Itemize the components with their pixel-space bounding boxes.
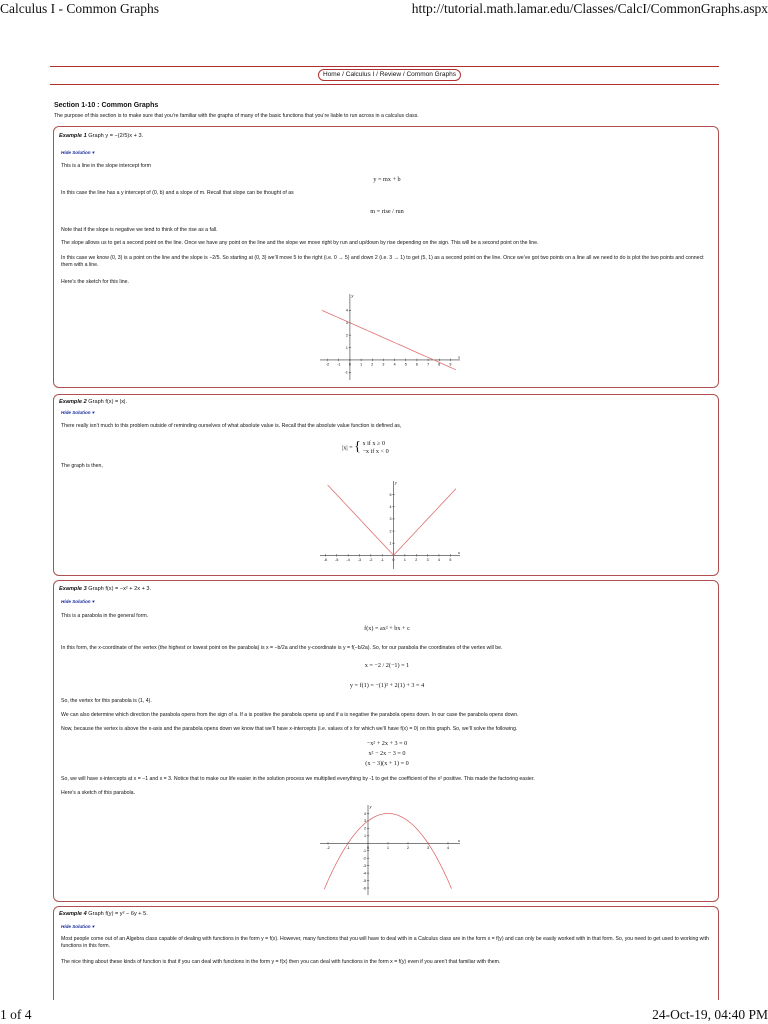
x-tick-label: -4 (346, 557, 350, 562)
x-tick-label: 3 (426, 557, 429, 562)
y-tick-label: 3 (389, 517, 392, 522)
example-4-text: Most people come out of an Algebra class capable of dealing with functions in the form y = f(x). However, many functions that you will have to deal with in a Calculus class are in the form x = f(y) and can only be easily worked with in that form. So, you need to get used to working with functions in this form. (61, 936, 709, 949)
x-tick-label: 4 (447, 845, 449, 850)
example-1-text: In this case the line has a y intercept of (0, b) and a slope of m. Recall that slope can be thought of as (61, 190, 294, 196)
x-tick-label: -1 (337, 362, 341, 367)
example-3-text: This is a parabola in the general form. (61, 613, 149, 619)
x-tick-label: 6 (415, 362, 418, 367)
x-tick-label: 8 (438, 362, 441, 367)
print-page-title: Calculus I - Common Graphs (0, 1, 159, 16)
abs-case-1: x if x ≥ 0 (362, 440, 386, 447)
example-2-text: The graph is then, (61, 463, 103, 469)
abs-case-2: −x if x < 0 (362, 448, 389, 455)
x-tick-label: 3 (427, 845, 429, 850)
x-tick-label: 1 (403, 557, 406, 562)
example-3-label: Example 3 (59, 586, 87, 592)
example-2-prompt: Graph f(x) = |x|. (88, 399, 128, 405)
abs-definition (342, 440, 389, 456)
y-tick-label: -3 (362, 863, 366, 868)
y-tick-label: 1 (389, 541, 392, 546)
print-page-url: http://tutorial.math.lamar.edu/Classes/CalcI/CommonGraphs.aspx (411, 1, 768, 16)
example-3-equation: (x − 3)(x + 1) = 0 (365, 760, 409, 767)
example-1-text: Note that if the slope is negative we tend to think of the rise as a fall. (61, 227, 218, 233)
y-tick-label: 1 (364, 834, 366, 839)
x-tick-label: 2 (415, 557, 418, 562)
x-axis-label: x (458, 549, 460, 555)
breadcrumb-separator: / (401, 71, 407, 78)
y-tick-label: -1 (362, 849, 366, 854)
example-2-heading (59, 399, 127, 406)
y-axis-label: y (369, 804, 372, 809)
print-header (0, 0, 768, 22)
example-4-text: The nice thing about these kinds of function is that if you can deal with functions in the form y = f(x) then you can deal with functions in the form x = f(y) even if you aren’t that familiar with them. (61, 959, 501, 965)
example-1-prompt: Graph y = −(2/5)x + 3. (88, 133, 144, 139)
example-2-box (53, 394, 719, 576)
brace-icon: { (354, 439, 361, 455)
x-tick-label: 4 (393, 362, 396, 367)
breadcrumb-separator: / (340, 71, 346, 78)
y-tick-label: 5 (389, 492, 392, 497)
example-1-equation: y = mx + b (373, 176, 401, 183)
example-4-box (53, 906, 719, 1000)
example-4-prompt: Graph f(y) = y² − 6y + 5. (88, 911, 148, 917)
y-tick-label: 4 (389, 505, 392, 510)
example-1-text: Here’s the sketch for this line. (61, 279, 129, 285)
x-tick-label: -2 (369, 557, 373, 562)
hide-solution-link[interactable]: Hide Solution ▾ (61, 150, 95, 155)
x-tick-label: -6 (323, 557, 328, 562)
breadcrumb-current: Common Graphs (406, 71, 456, 78)
x-tick-label: 1 (387, 845, 389, 850)
example-1-text: The slope allows us to get a second point on the line. Once we have any point on the line and the slope we move right by run and up/down by rise depending on the sign. This will be a second point on the line. (61, 240, 539, 246)
x-tick-label: 5 (449, 557, 452, 562)
example-1-box (53, 126, 719, 388)
abs-definition-lhs: |x| = (342, 444, 353, 452)
x-tick-label: -2 (326, 845, 330, 850)
example-3-text: So, we will have x-intercepts at x = −1 and x = 3. Notice that to make our life easier in the solution process we multiplied everything by -1 to get the coefficient of the x² positive. This made the factoring easier. (61, 776, 535, 782)
example-3-box (53, 580, 719, 902)
y-tick-label: 1 (345, 345, 348, 350)
x-tick-label: -3 (357, 557, 362, 562)
x-tick-label: -1 (380, 557, 384, 562)
y-tick-label: -4 (362, 871, 366, 876)
x-tick-label: 1 (360, 362, 363, 367)
x-axis-label: x (458, 837, 460, 843)
example-4-heading (59, 911, 148, 918)
x-tick-label: 2 (371, 362, 374, 367)
hide-solution-link[interactable]: Hide Solution ▾ (61, 599, 95, 604)
hide-solution-link[interactable]: Hide Solution ▾ (61, 410, 95, 415)
x-tick-label: 7 (427, 362, 430, 367)
y-tick-label: 4 (345, 308, 348, 313)
breadcrumb-review[interactable]: Review (379, 71, 402, 78)
example-2-text: There really isn’t much to this problem outside of reminding ourselves of what absolute value is. Recall that the absolute value function is defined as, (61, 423, 402, 429)
example-4-label: Example 4 (59, 911, 87, 917)
x-tick-label: 0 (367, 845, 369, 850)
page-count: 1 of 4 (0, 1007, 32, 1022)
example-3-equation: y = f(1) = −(1)² + 2(1) + 3 = 4 (349, 682, 425, 689)
x-tick-label: 0 (392, 557, 395, 562)
example-1-heading (59, 133, 143, 140)
y-tick-label: -1 (344, 370, 348, 375)
breadcrumb-calculus[interactable]: Calculus I (345, 71, 375, 78)
x-tick-label: 0 (348, 362, 351, 367)
x-axis-label: x (458, 354, 460, 360)
example-3-equation: x = −2 / 2(−1) = 1 (364, 662, 410, 669)
example-2-graph (316, 479, 462, 571)
y-tick-label: -2 (362, 856, 366, 861)
example-3-graph (316, 803, 462, 897)
breadcrumb-separator: / (374, 71, 380, 78)
y-tick-label: 4 (364, 811, 366, 816)
example-3-heading (59, 586, 151, 593)
y-axis-label: y (351, 293, 354, 298)
example-1-text: In this case we know (0, 3) is a point on the line and the slope is −2/5. So starting at (0, 3) we’ll move 5 to the right (i.e. 0 → 5) and down 2 (i.e. 3 → 1) to get (5, 1) as a second point on the line. Once we’ve got two points on a line all we need to do is plot the two points and connect them with a line. (61, 255, 704, 268)
example-3-equation: −x² + 2x + 3 = 0 (366, 740, 408, 747)
example-3-text: So, the vertex for this parabola is (1, 4). (61, 698, 152, 704)
function-curve (322, 310, 456, 369)
function-curve (328, 485, 456, 555)
example-1-text: This is a line in the slope intercept form (61, 163, 151, 169)
example-1-graph (316, 292, 462, 382)
y-tick-label: -5 (362, 878, 366, 883)
section-title: Section 1-10 : Common Graphs (54, 102, 159, 109)
example-3-text: In this form, the x-coordinate of the vertex (the highest or lowest point on the parabola) is x = −b/2a and the y-coordinate is y = f(−b/2a). So, for our parabola the coordinates of the vertex will be. (61, 645, 503, 651)
x-tick-label: 9 (449, 362, 452, 367)
y-axis-label: y (395, 480, 398, 485)
example-1-label: Example 1 (59, 133, 87, 139)
x-tick-label: 5 (404, 362, 407, 367)
example-1-equation: m = rise / run (370, 208, 404, 215)
example-3-equation: x² − 2x − 3 = 0 (368, 750, 406, 757)
y-tick-label: 2 (345, 333, 348, 338)
y-tick-label: 2 (364, 826, 366, 831)
breadcrumb (318, 69, 461, 81)
x-tick-label: 3 (382, 362, 385, 367)
x-tick-label: 4 (437, 557, 440, 562)
example-3-prompt: Graph f(x) = −x² + 2x + 3. (88, 586, 152, 592)
section-intro: The purpose of this section is to make sure that you’re familiar with the graphs of many of the basic functions that you’re liable to run across in a calculus class. (54, 113, 419, 119)
print-timestamp: 24-Oct-19, 04:40 PM (652, 1007, 768, 1022)
function-curve (324, 813, 451, 889)
x-tick-label: -2 (325, 362, 330, 367)
x-tick-label: 2 (407, 845, 409, 850)
abs-cases (362, 440, 388, 456)
y-tick-label: -6 (362, 886, 366, 891)
y-tick-label: 3 (364, 819, 366, 824)
breadcrumb-home[interactable]: Home (323, 71, 341, 78)
hide-solution-link[interactable]: Hide Solution ▾ (61, 924, 95, 929)
y-tick-label: 2 (389, 529, 392, 534)
example-3-text: Here’s a sketch of this parabola. (61, 790, 136, 796)
example-3-text: We can also determine which direction the parabola opens from the sign of a. If a is positive the parabola opens up and if a is negative the parabola opens down. In our case the parabola opens down. (61, 712, 519, 718)
print-footer (0, 1004, 768, 1024)
x-tick-label: -1 (346, 845, 350, 850)
example-3-text: Now, because the vertex is above the x-axis and the parabola opens down we know that we’ll have x-intercepts (i.e. values of x for which we’ll have f(x) = 0) on this graph. So, we’ll solve the following. (61, 726, 518, 732)
breadcrumb-rule-bottom (50, 84, 719, 85)
breadcrumb-rule-top (50, 66, 719, 67)
x-tick-label: -5 (335, 557, 339, 562)
example-3-equation: f(x) = ax² + bx + c (364, 625, 410, 632)
y-tick-label: 3 (345, 321, 348, 326)
example-2-label: Example 2 (59, 399, 87, 405)
